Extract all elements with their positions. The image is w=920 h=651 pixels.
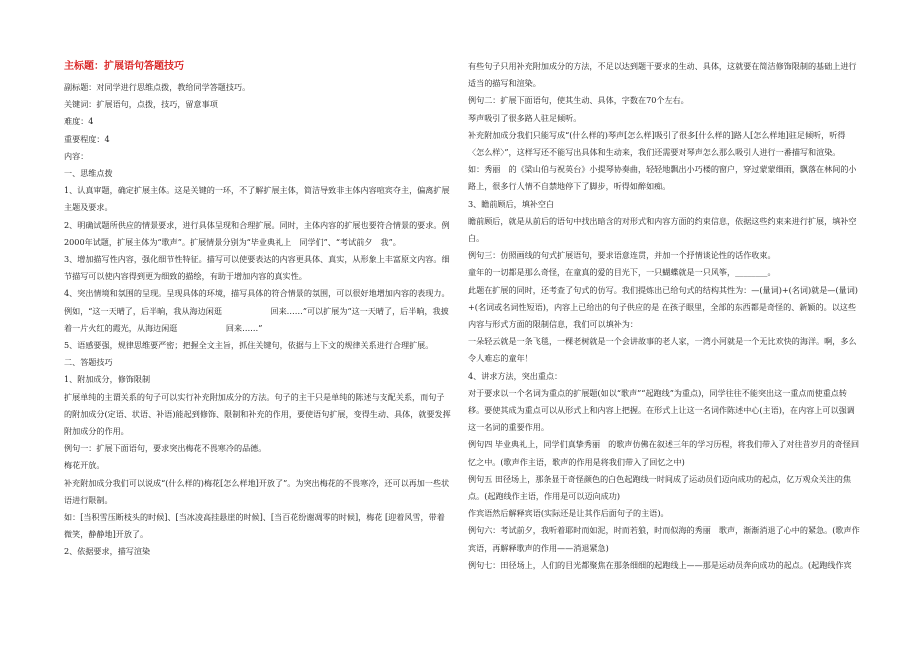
paragraph: 瞻前顾后，就是从前后的语句中找出暗含的对形式和内容方面的约束信息，依据这些约束来进行扩展，填补空白。 (468, 215, 857, 244)
difficulty-line: 难度：4 (64, 116, 94, 127)
content-label: 内容： (64, 150, 89, 161)
section-heading: 一、思维点拨 (64, 168, 113, 179)
subsection-heading: 3、瞻前顾后，填补空白 (468, 198, 555, 209)
paragraph: 5、语感要强，规律思维要严密；把握全文主旨，抓住关键句，依据与上下文的规律关系进行合理扩展。 (64, 340, 434, 351)
example-line: 例句六：考试前夕，我听着耶时而如泥，时而若狼，时而似海的秀丽 歌声，渐渐消退了心中的紧急。(歌声作宾语，再解释歌声的作用——消退紧急) (468, 525, 860, 553)
paragraph: 补充附加成分我们可以说成“(什么样的)梅花[怎么样地]开放了”。为突出梅花的不畏寒冷，还可以再加一些状语进行限制。 (64, 477, 450, 505)
subsection-heading: 2、依据要求，描写渲染 (64, 546, 151, 557)
example-line: 例句三：仿照画线的句式扩展语句，要求语意连贯，并加一个抒情谈论性的话作收束。 (468, 250, 776, 261)
main-title: 主标题：扩展语句答题技巧 (64, 61, 184, 72)
example-line: 例句七：田径场上，人们的目光都聚焦在那条细细的起跑线上——那是运动员奔向成功的起点。(起跑线作宾 (468, 559, 852, 570)
right-column (468, 58, 860, 574)
subsection-heading: 1、附加成分，修饰限制 (64, 374, 151, 385)
paragraph: 有些句子只用补充附加成分的方法，不足以达到题干要求的生动、具体，这就要在简洁修饰限制的基础上进行适当的描写和渲染。 (468, 61, 857, 89)
paragraph: 一朵轻云就是一条飞毯，一棵老树就是一个会讲故事的老人家，一湾小河就是一个无比欢快的海洋。啊，多么令人难忘的童年！ (468, 336, 857, 364)
paragraph: 3、增加描写性内容，强化细节性特征。描写可以使要表达的内容更具体、真实，从形象上丰富原文内容。细节描写可以使内容得到更为细致的描绘，有助于增加内容的真实性。 (64, 254, 450, 282)
subtitle-line: 副标题：对同学进行思维点拨，教给同学答题技巧。 (64, 82, 251, 92)
example-line: 例句五 田径场上，那条显于奇怪颜色的白色起跑线一时间成了运动员们迈向成功的起点，亿万观众关注的焦点。(起跑线作主语，作用是可以迈向成功) (468, 473, 851, 502)
example-line: 例句一：扩展下面语句，要求突出梅花不畏寒冷的品德。 (64, 443, 267, 454)
example-line: 例句四 毕业典礼上，同学们真挚秀丽 的歌声仿佛在叙述三年的学习历程，将我们带入了对往昔岁月的奇怪回忆之中。(歌声作主语，歌声的作用是将我们带入了回忆之中) (468, 439, 860, 467)
paragraph: 补充附加成分我们只能写成“(什么样的)琴声[怎么样]吸引了很多[什么样的]路人[怎么样地]驻足倾听，听得〈怎么样〉”，这样写还不能写出具体和生动来，我们还需要对琴声怎么那么吸引人进行一番描写和渲染。 (468, 129, 846, 158)
paragraph: 如：秀丽 的《梁山伯与祝英台》小提琴协奏曲，轻轻地飘出小巧楼的窗户，穿过蒙蒙细雨，飘落在林间的小路上，很多行人情不自禁地停下了脚步，听得如醉如痴。 (468, 164, 857, 192)
example-line: 例句二：扩展下面语句，使其生动、具体，字数在70个左右。 (468, 95, 689, 106)
example-line: 梅花开放。 (64, 460, 105, 471)
paragraph: 4、突出情境和氛围的呈现。呈现具体的环境，描写具体的符合情景的氛围，可以很好地增加内容的表现力。例如，“这一天晴了，后半晌，我从海边闲逛 回来……”可以扩展为“这一天晴了，后半晌，我披着一片火红的霞光，从海边闲逛 回来……” (64, 288, 450, 333)
paragraph: 如：[当积雪压断枝头的时候]、[当冰凌高挂悬崖的时候]、[当百花纷谢凋零的时候]，梅花 [迎着风雪，带着微笑，静静地]开放了。 (64, 512, 445, 540)
paragraph: 此题在扩展的同时，还考查了句式的仿写。我们提炼出已给句式的结构其性为：—(量词)+(名词)就是—(量词)+(名词或名词性短语)，内容上已给出的句子供应的是 在孩子眼里，全部的东西都是奇怪的、新颖的。以这些内容与形式方面的限制信息，我们可以填补为： (468, 284, 858, 330)
subsection-heading: 4、讲求方法，突出重点： (468, 370, 563, 381)
paragraph: 扩展单纯的主谓关系的句子可以实行补充附加成分的方法。句子的主干只是单纯的陈述与支配关系，而句子的附加成分(定语、状语、补语)能起到修饰、限制和补充的作用，要使语句扩展，变得生动、具体，就要发挥附加成分的作用。 (64, 391, 451, 437)
left-column (64, 58, 452, 561)
importance-line: 重要程度：4 (64, 133, 110, 144)
paragraph: 1、认真审题，确定扩展主体。这是关键的一环，不了解扩展主体，简洁导致非主体内容喧宾夺主，偏离扩展主题及要求。 (64, 185, 450, 213)
keywords-line: 关键词：扩展语句，点拨，技巧，留意事项 (64, 99, 218, 110)
paragraph: 对于要求以一个名词为重点的扩展题(如以“歌声”“起跑线”为重点)，同学往往不能突出这一重点而使重点转移。要使其成为重点可以从形式上和内容上把握。在形式上让这一名词作陈述中心(主语)，在内容上可以强调这一名词的重要作用。 (468, 387, 855, 433)
section-heading: 二、答题技巧 (64, 357, 113, 368)
example-line: 童年的一切都是那么奇怪，在童真的爱的目光下，一只蝴蝶就是一只风筝，________。 (468, 267, 776, 278)
paragraph: 作宾语然后解释宾语(实际还是让其作后面句子的主语)。 (468, 508, 669, 519)
example-line: 琴声吸引了很多路人驻足倾听。 (468, 112, 582, 123)
paragraph: 2、明确试题所供应的情景要求，进行具体呈现和合理扩展。同时，主体内容的扩展也要符合情景的要求。例2000年试题，扩展主体为“歌声”。扩展情景分别为“毕业典礼上 同学们”、“考试前夕 我”。 (64, 219, 450, 247)
